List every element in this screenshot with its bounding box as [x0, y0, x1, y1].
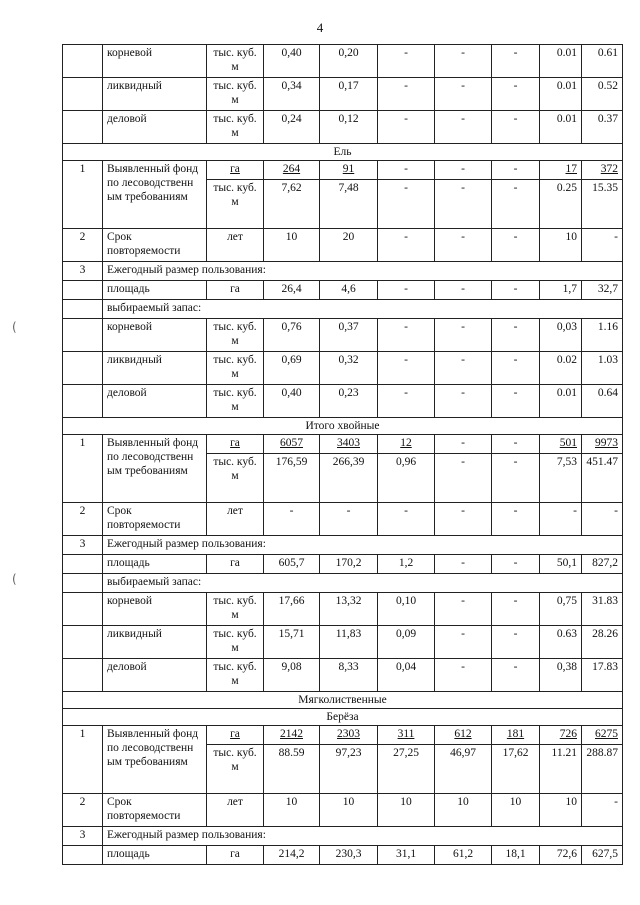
value-cell: 214,2 [264, 846, 320, 865]
value-cell: - [264, 503, 320, 536]
row-number-empty [63, 626, 103, 659]
row-label: корневой [103, 593, 207, 626]
value-cell: 28.26 [582, 626, 623, 659]
unit-cell: тыс. куб. м [207, 319, 264, 352]
value-cell: 1.16 [582, 319, 623, 352]
stock-row [63, 626, 623, 659]
value-cell: 72,6 [540, 846, 582, 865]
usage-header-text: Ежегодный размер пользования: [103, 536, 623, 555]
value-cell: 0,20 [320, 45, 378, 78]
value-cell: 0,75 [540, 593, 582, 626]
value-cell: 1,7 [540, 281, 582, 300]
value-cell: 266,39 [320, 454, 378, 503]
row-number-empty [63, 574, 103, 593]
value-cell: 12 [378, 435, 435, 454]
row-label: ликвидный [103, 352, 207, 385]
value-cell: 501 [540, 435, 582, 454]
repeat-row [63, 503, 623, 536]
value-cell: 11.21 [540, 745, 582, 794]
value-cell: - [378, 352, 435, 385]
value-cell: 97,23 [320, 745, 378, 794]
value-cell: - [378, 161, 435, 180]
row-number: 3 [63, 536, 103, 555]
row-number-empty [63, 846, 103, 865]
value-cell: 0,40 [264, 45, 320, 78]
section-row [63, 418, 623, 435]
value-cell: 8,33 [320, 659, 378, 692]
section-row [63, 709, 623, 726]
value-cell: 0,24 [264, 111, 320, 144]
value-cell: 15,71 [264, 626, 320, 659]
row-number-empty [63, 659, 103, 692]
value-cell: 0,09 [378, 626, 435, 659]
value-cell: - [492, 319, 540, 352]
value-cell: 10 [435, 794, 492, 827]
value-cell: 13,32 [320, 593, 378, 626]
value-cell: 9,08 [264, 659, 320, 692]
value-cell: 0.01 [540, 111, 582, 144]
value-cell: - [378, 78, 435, 111]
value-cell: - [492, 593, 540, 626]
unit-cell: га [207, 846, 264, 865]
value-cell: 17.83 [582, 659, 623, 692]
value-cell: 0,04 [378, 659, 435, 692]
value-cell: 7,48 [320, 180, 378, 229]
value-cell: 27,25 [378, 745, 435, 794]
value-cell: - [492, 454, 540, 503]
unit-cell: тыс. куб. м [207, 352, 264, 385]
stock-row [63, 45, 623, 78]
row-number: 2 [63, 229, 103, 262]
unit-cell: тыс. куб. м [207, 45, 264, 78]
value-cell: 7,62 [264, 180, 320, 229]
value-cell: - [435, 78, 492, 111]
value-cell: 17 [540, 161, 582, 180]
value-cell: 627,5 [582, 846, 623, 865]
value-cell: - [492, 111, 540, 144]
value-cell: 20 [320, 229, 378, 262]
value-cell: - [492, 435, 540, 454]
usage-header-row [63, 536, 623, 555]
row-number: 2 [63, 503, 103, 536]
row-number-empty [63, 352, 103, 385]
value-cell: - [492, 659, 540, 692]
value-cell: - [435, 352, 492, 385]
value-cell: - [435, 435, 492, 454]
value-cell: 0,23 [320, 385, 378, 418]
value-cell: 726 [540, 726, 582, 745]
value-cell: 0,76 [264, 319, 320, 352]
stock-row [63, 319, 623, 352]
value-cell: 10 [264, 794, 320, 827]
value-cell: - [492, 45, 540, 78]
value-cell: 17,62 [492, 745, 540, 794]
margin-mark: ( [12, 320, 17, 334]
value-cell: 10 [320, 794, 378, 827]
stock-row [63, 78, 623, 111]
unit-cell: тыс. куб. м [207, 454, 264, 503]
area-row [63, 281, 623, 300]
value-cell: 0,69 [264, 352, 320, 385]
value-cell: - [492, 352, 540, 385]
value-cell: - [378, 281, 435, 300]
unit-cell: га [207, 555, 264, 574]
value-cell: 0.64 [582, 385, 623, 418]
fund-row-area [63, 161, 623, 180]
value-cell: - [492, 281, 540, 300]
section-title: Итого хвойные [63, 418, 623, 435]
unit-cell: лет [207, 794, 264, 827]
value-cell: 170,2 [320, 555, 378, 574]
stock-header-text: выбираемый запас: [103, 300, 623, 319]
value-cell: - [492, 555, 540, 574]
value-cell: 612 [435, 726, 492, 745]
value-cell: - [492, 78, 540, 111]
margin-mark: ( [12, 572, 17, 586]
value-cell: 451.47 [582, 454, 623, 503]
value-cell: 0.63 [540, 626, 582, 659]
fund-row-area [63, 726, 623, 745]
value-cell: 0,96 [378, 454, 435, 503]
unit-cell: тыс. куб. м [207, 626, 264, 659]
value-cell: 10 [540, 229, 582, 262]
stock-row [63, 352, 623, 385]
value-cell: 26,4 [264, 281, 320, 300]
value-cell: - [435, 281, 492, 300]
area-row [63, 846, 623, 865]
stock-row [63, 385, 623, 418]
row-label: Срок повторяемости [103, 794, 207, 827]
value-cell: 0,12 [320, 111, 378, 144]
row-label: площадь [103, 281, 207, 300]
value-cell: 91 [320, 161, 378, 180]
row-number-empty [63, 111, 103, 144]
value-cell: 0.01 [540, 78, 582, 111]
value-cell: 1,2 [378, 555, 435, 574]
value-cell: 0.25 [540, 180, 582, 229]
row-label: деловой [103, 659, 207, 692]
value-cell: 7,53 [540, 454, 582, 503]
value-cell: 0.02 [540, 352, 582, 385]
stock-header-row [63, 300, 623, 319]
value-cell: 10 [492, 794, 540, 827]
row-number-empty [63, 319, 103, 352]
value-cell: - [582, 794, 623, 827]
value-cell: 0.01 [540, 45, 582, 78]
row-number-empty [63, 300, 103, 319]
value-cell: - [378, 45, 435, 78]
unit-cell: лет [207, 229, 264, 262]
value-cell: - [378, 385, 435, 418]
row-number-empty [63, 555, 103, 574]
area-row [63, 555, 623, 574]
value-cell: - [492, 229, 540, 262]
usage-header-text: Ежегодный размер пользования: [103, 262, 623, 281]
value-cell: 3403 [320, 435, 378, 454]
value-cell: - [435, 454, 492, 503]
row-number-empty [63, 593, 103, 626]
row-number-empty [63, 45, 103, 78]
row-number: 2 [63, 794, 103, 827]
row-number: 1 [63, 435, 103, 503]
unit-cell: тыс. куб. м [207, 593, 264, 626]
value-cell: 0,34 [264, 78, 320, 111]
value-cell: 10 [378, 794, 435, 827]
repeat-row [63, 794, 623, 827]
row-label: деловой [103, 385, 207, 418]
value-cell: 827,2 [582, 555, 623, 574]
value-cell: - [435, 659, 492, 692]
usage-header-text: Ежегодный размер пользования: [103, 827, 623, 846]
value-cell: 1.03 [582, 352, 623, 385]
value-cell: - [435, 593, 492, 626]
value-cell: 18,1 [492, 846, 540, 865]
value-cell: - [378, 503, 435, 536]
row-number: 3 [63, 262, 103, 281]
unit-cell: га [207, 161, 264, 180]
value-cell: - [378, 111, 435, 144]
value-cell: - [582, 229, 623, 262]
value-cell: 31.83 [582, 593, 623, 626]
row-label: Выявленный фонд по лесоводственн ым требованиям [103, 435, 207, 503]
value-cell: 0.37 [582, 111, 623, 144]
value-cell: - [492, 626, 540, 659]
value-cell: 0,10 [378, 593, 435, 626]
value-cell: - [378, 180, 435, 229]
stock-row [63, 111, 623, 144]
value-cell: 2142 [264, 726, 320, 745]
value-cell: - [435, 161, 492, 180]
section-row [63, 144, 623, 161]
value-cell: 0,40 [264, 385, 320, 418]
value-cell: 31,1 [378, 846, 435, 865]
row-label: Выявленный фонд по лесоводственн ым требованиям [103, 726, 207, 794]
value-cell: 11,83 [320, 626, 378, 659]
unit-cell: тыс. куб. м [207, 659, 264, 692]
value-cell: 0.01 [540, 385, 582, 418]
row-label: корневой [103, 45, 207, 78]
fund-row-area [63, 435, 623, 454]
row-number: 3 [63, 827, 103, 846]
value-cell: 4,6 [320, 281, 378, 300]
unit-cell: тыс. куб. м [207, 745, 264, 794]
value-cell: 0,37 [320, 319, 378, 352]
value-cell: - [435, 385, 492, 418]
row-label: Срок повторяемости [103, 503, 207, 536]
unit-cell: га [207, 281, 264, 300]
unit-cell: тыс. куб. м [207, 78, 264, 111]
value-cell: - [492, 385, 540, 418]
unit-cell: тыс. куб. м [207, 180, 264, 229]
value-cell: 50,1 [540, 555, 582, 574]
row-number-empty [63, 78, 103, 111]
value-cell: 264 [264, 161, 320, 180]
value-cell: 0.52 [582, 78, 623, 111]
value-cell: 15.35 [582, 180, 623, 229]
row-label: площадь [103, 555, 207, 574]
value-cell: 10 [540, 794, 582, 827]
value-cell: 61,2 [435, 846, 492, 865]
value-cell: 6275 [582, 726, 623, 745]
row-label: Выявленный фонд по лесоводственн ым требованиям [103, 161, 207, 229]
row-label: деловой [103, 111, 207, 144]
value-cell: - [320, 503, 378, 536]
value-cell: - [492, 161, 540, 180]
value-cell: - [435, 229, 492, 262]
unit-cell: тыс. куб. м [207, 111, 264, 144]
value-cell: 288.87 [582, 745, 623, 794]
row-label: ликвидный [103, 626, 207, 659]
row-label: Срок повторяемости [103, 229, 207, 262]
value-cell: - [435, 555, 492, 574]
row-label: площадь [103, 846, 207, 865]
value-cell: 372 [582, 161, 623, 180]
section-title: Ель [63, 144, 623, 161]
value-cell: - [582, 503, 623, 536]
unit-cell: лет [207, 503, 264, 536]
value-cell: 9973 [582, 435, 623, 454]
forest-use-table-container [62, 44, 618, 865]
row-number: 1 [63, 726, 103, 794]
value-cell: - [435, 503, 492, 536]
stock-row [63, 659, 623, 692]
value-cell: 311 [378, 726, 435, 745]
value-cell: 176,59 [264, 454, 320, 503]
value-cell: 17,66 [264, 593, 320, 626]
stock-row [63, 593, 623, 626]
value-cell: 6057 [264, 435, 320, 454]
value-cell: 181 [492, 726, 540, 745]
usage-header-row [63, 827, 623, 846]
value-cell: 0,17 [320, 78, 378, 111]
value-cell: 230,3 [320, 846, 378, 865]
value-cell: - [378, 319, 435, 352]
value-cell: 88.59 [264, 745, 320, 794]
value-cell: 32,7 [582, 281, 623, 300]
value-cell: - [378, 229, 435, 262]
value-cell: - [435, 111, 492, 144]
row-label: ликвидный [103, 78, 207, 111]
value-cell: 0,38 [540, 659, 582, 692]
stock-header-row [63, 574, 623, 593]
usage-header-row [63, 262, 623, 281]
table-body [63, 45, 623, 865]
value-cell: - [435, 626, 492, 659]
value-cell: 0,03 [540, 319, 582, 352]
value-cell: 46,97 [435, 745, 492, 794]
section-row [63, 692, 623, 709]
row-number: 1 [63, 161, 103, 229]
value-cell: 2303 [320, 726, 378, 745]
value-cell: - [492, 503, 540, 536]
value-cell: 10 [264, 229, 320, 262]
row-number-empty [63, 281, 103, 300]
value-cell: - [540, 503, 582, 536]
value-cell: - [435, 45, 492, 78]
section-title: Мягколиственные [63, 692, 623, 709]
stock-header-text: выбираемый запас: [103, 574, 623, 593]
value-cell: - [435, 319, 492, 352]
forest-use-table [62, 44, 623, 865]
unit-cell: тыс. куб. м [207, 385, 264, 418]
unit-cell: га [207, 435, 264, 454]
unit-cell: га [207, 726, 264, 745]
value-cell: 0.61 [582, 45, 623, 78]
row-label: корневой [103, 319, 207, 352]
value-cell: 605,7 [264, 555, 320, 574]
repeat-row [63, 229, 623, 262]
section-title: Берёза [63, 709, 623, 726]
row-number-empty [63, 385, 103, 418]
value-cell: - [492, 180, 540, 229]
page-number: 4 [316, 20, 324, 35]
value-cell: 0,32 [320, 352, 378, 385]
value-cell: - [435, 180, 492, 229]
